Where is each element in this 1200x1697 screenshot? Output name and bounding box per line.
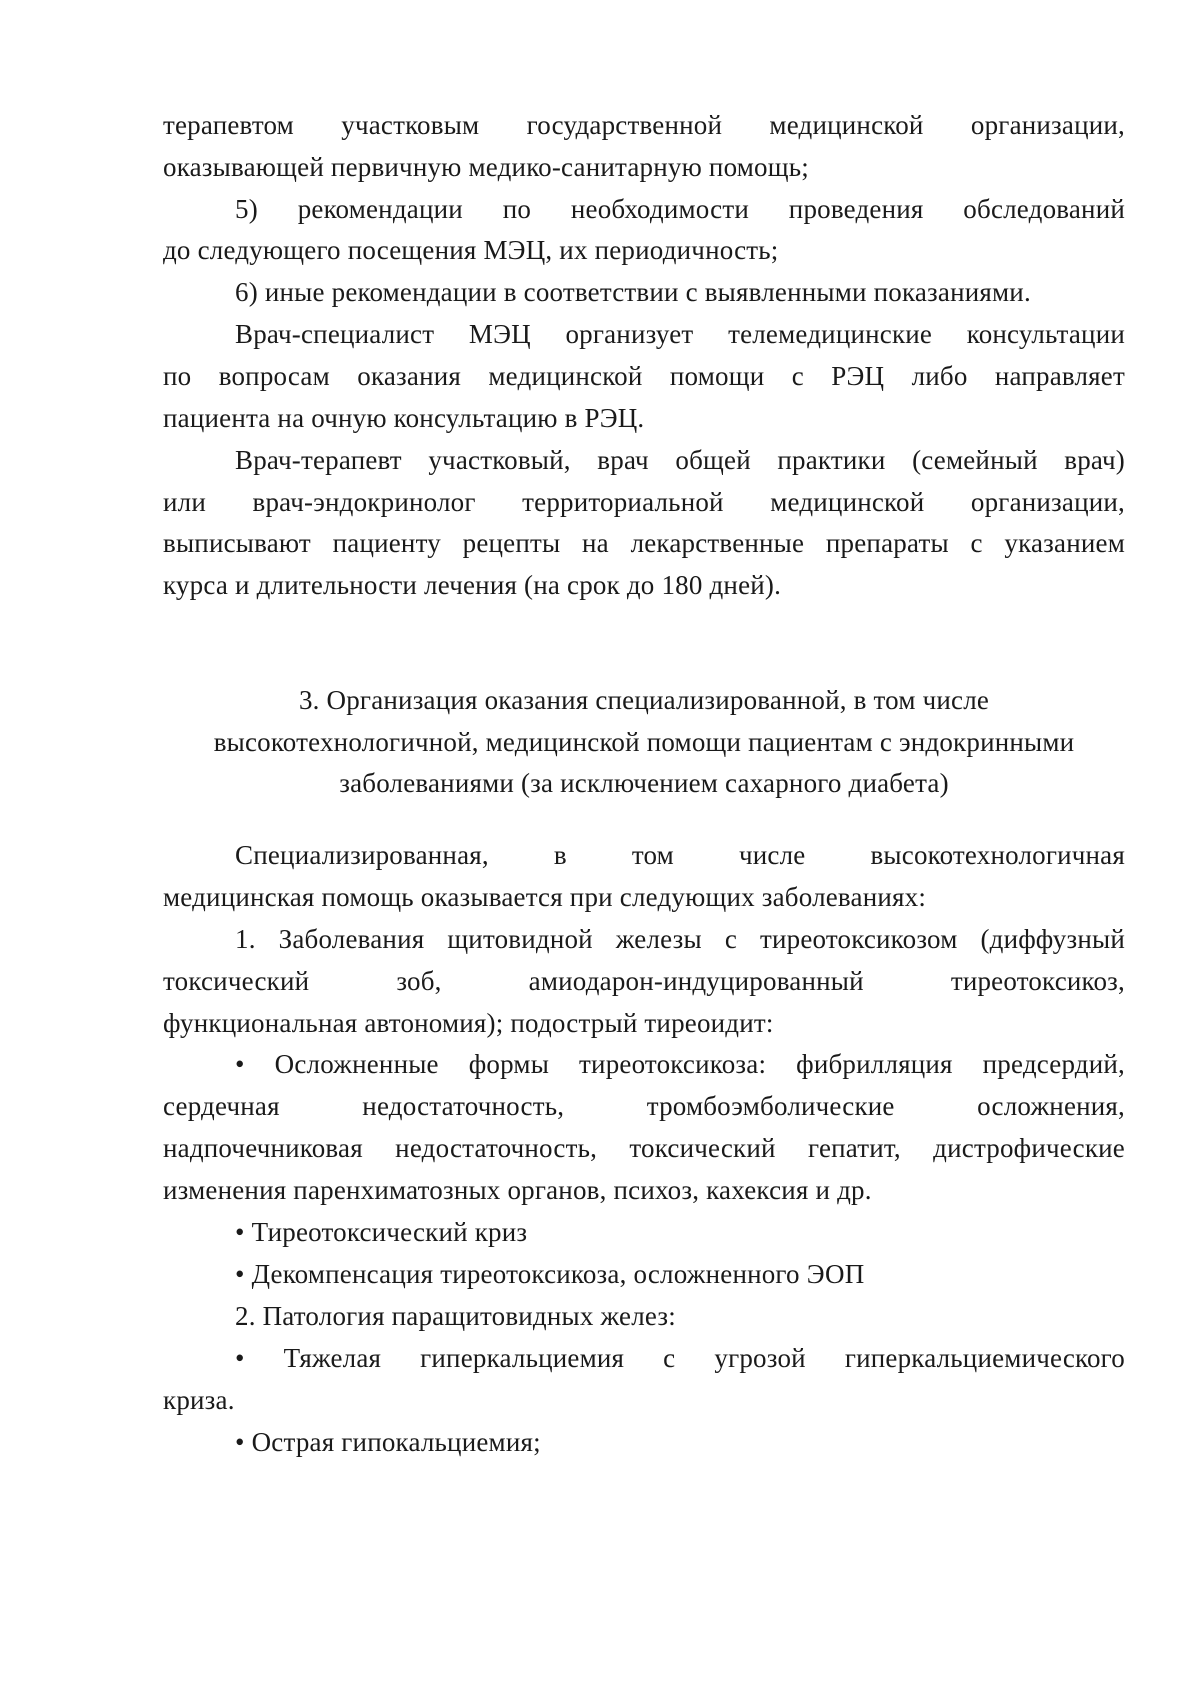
section-heading-line-1: 3. Организация оказания специализированной, в том числе — [298, 685, 990, 715]
text-line-19: токсический зоб, амиодарон-индуцированный тиреотоксикоз, — [163, 966, 1125, 996]
text-line-30: • Острая гипокальциемия; — [235, 1427, 541, 1457]
text-line-29: криза. — [163, 1385, 235, 1415]
text-line-4: до следующего посещения МЭЦ, их периодичность; — [163, 235, 779, 265]
text-line-24: изменения паренхиматозных органов, психоз, кахексия и др. — [163, 1175, 872, 1205]
text-line-8: пациента на очную консультацию в РЭЦ. — [163, 403, 645, 433]
text-line-27: 2. Патология паращитовидных желез: — [235, 1301, 676, 1331]
text-line-26: • Декомпенсация тиреотоксикоза, осложненного ЭОП — [235, 1259, 865, 1289]
text-line-11: выписывают пациенту рецепты на лекарственные препараты с указанием — [163, 528, 1125, 558]
text-line-17: медицинская помощь оказывается при следующих заболеваниях: — [163, 882, 927, 912]
text-line-22: сердечная недостаточность, тромбоэмболические осложнения, — [163, 1091, 1125, 1121]
text-line-21: • Осложненные формы тиреотоксикоза: фибрилляция предсердий, — [235, 1049, 1125, 1079]
text-line-23: надпочечниковая недостаточность, токсический гепатит, дистрофические — [163, 1133, 1125, 1163]
text-line-1: терапевтом участковым государственной медицинской организации, — [163, 110, 1125, 140]
text-line-16: Специализированная, в том числе высокотехнологичная — [235, 840, 1125, 870]
text-line-12: курса и длительности лечения (на срок до 180 дней). — [163, 570, 782, 600]
text-line-5: 6) иные рекомендации в соответствии с выявленными показаниями. — [235, 277, 1031, 307]
text-line-2: оказывающей первичную медико-санитарную помощь; — [163, 152, 809, 182]
section-heading-line-2: высокотехнологичной, медицинской помощи пациентам с эндокринными — [213, 727, 1075, 757]
text-line-6: Врач-специалист МЭЦ организует телемедицинские консультации — [235, 319, 1125, 349]
text-line-9: Врач-терапевт участковый, врач общей практики (семейный врач) — [235, 445, 1125, 475]
section-heading-line-3: заболеваниями (за исключением сахарного диабета) — [339, 768, 949, 798]
text-line-7: по вопросам оказания медицинской помощи с РЭЦ либо направляет — [163, 361, 1125, 391]
text-line-20: функциональная автономия); подострый тиреоидит: — [163, 1008, 774, 1038]
text-line-3: 5) рекомендации по необходимости проведения обследований — [235, 194, 1125, 224]
text-line-25: • Тиреотоксический криз — [235, 1217, 528, 1247]
text-line-28: • Тяжелая гиперкальциемия с угрозой гиперкальциемического — [235, 1343, 1125, 1373]
text-line-18: 1. Заболевания щитовидной железы с тиреотоксикозом (диффузный — [235, 924, 1125, 954]
text-line-10: или врач-эндокринолог территориальной медицинской организации, — [163, 487, 1125, 517]
